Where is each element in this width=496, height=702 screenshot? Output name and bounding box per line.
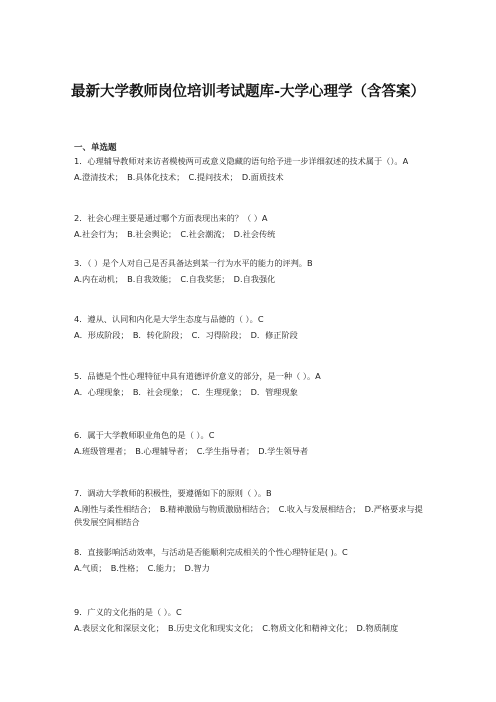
question-options: A.内在动机； B.自我效能； C.自我奖惩； D.自我强化 (74, 274, 276, 284)
question-options: A.社会行为； B.社会舆论； C.社会潮流； D.社会传统 (74, 229, 276, 239)
question-stem: 9．广义的文化指的是（ ）。C (74, 607, 182, 617)
question-stem: 4．遵从、认同和内化是大学生态度与品德的（ ）。C (74, 314, 264, 324)
question-item (74, 546, 424, 575)
question-item (74, 487, 424, 529)
question-stem: 8．直接影响活动效率，与活动是否能顺利完成相关的个性心理特征是( )。C (74, 547, 348, 557)
question-stem: 6．属于大学教师职业角色的是（ ）。C (74, 430, 215, 440)
question-item (74, 370, 424, 399)
question-stem: 2．社会心理主要是通过哪个方面表现出来的？（ ）A (74, 213, 268, 223)
question-stem: 1．心理辅导教师对来访者模棱两可或意义隐藏的语句给予进一步详细叙述的技术属于（）。A (74, 156, 409, 166)
question-stem: 3．（ ）是个人对自己是否具备达到某一行为水平的能力的评判。B (74, 258, 313, 268)
question-options: A.澄清技术； B.具体化技术； C.提问技术； D.面质技术 (74, 172, 284, 182)
question-item (74, 212, 424, 241)
question-item (74, 155, 424, 184)
question-options: A.班级管理者； B.心理辅导者； C.学生指导者； D.学生领导者 (74, 446, 309, 456)
section-heading: 一、单选题 (74, 143, 117, 153)
question-options: A.气质； B.性格； C.能力； D.智力 (74, 563, 210, 573)
question-options: A．形成阶段； B．转化阶段； C．习得阶段； D．修正阶段 (74, 330, 298, 340)
question-item (74, 606, 424, 635)
question-item (74, 257, 424, 286)
question-stem: 7．调动大学教师的积极性，要遵循如下的原则（ ）。B (74, 488, 272, 498)
question-item (74, 429, 424, 458)
question-item (74, 313, 424, 342)
question-options: A.表层文化和深层文化； B.历史文化和现实文化； C.物质文化和精神文化； D.物质制度 (74, 623, 399, 633)
question-options: A．心理现象； B．社会现象； C．生理现象； D．管理现象 (74, 387, 298, 397)
question-options: A.刚性与柔性相结合； B.精神激励与物质激励相结合； C.收入与发展相结合； D.严格要求与提供发展空间相结合 (74, 504, 423, 527)
document-title: 最新大学教师岗位培训考试题库-大学心理学（含答案） (70, 84, 426, 100)
question-stem: 5．品德是个性心理特征中具有道德评价意义的部分，是一种（ ）。A (74, 371, 321, 381)
